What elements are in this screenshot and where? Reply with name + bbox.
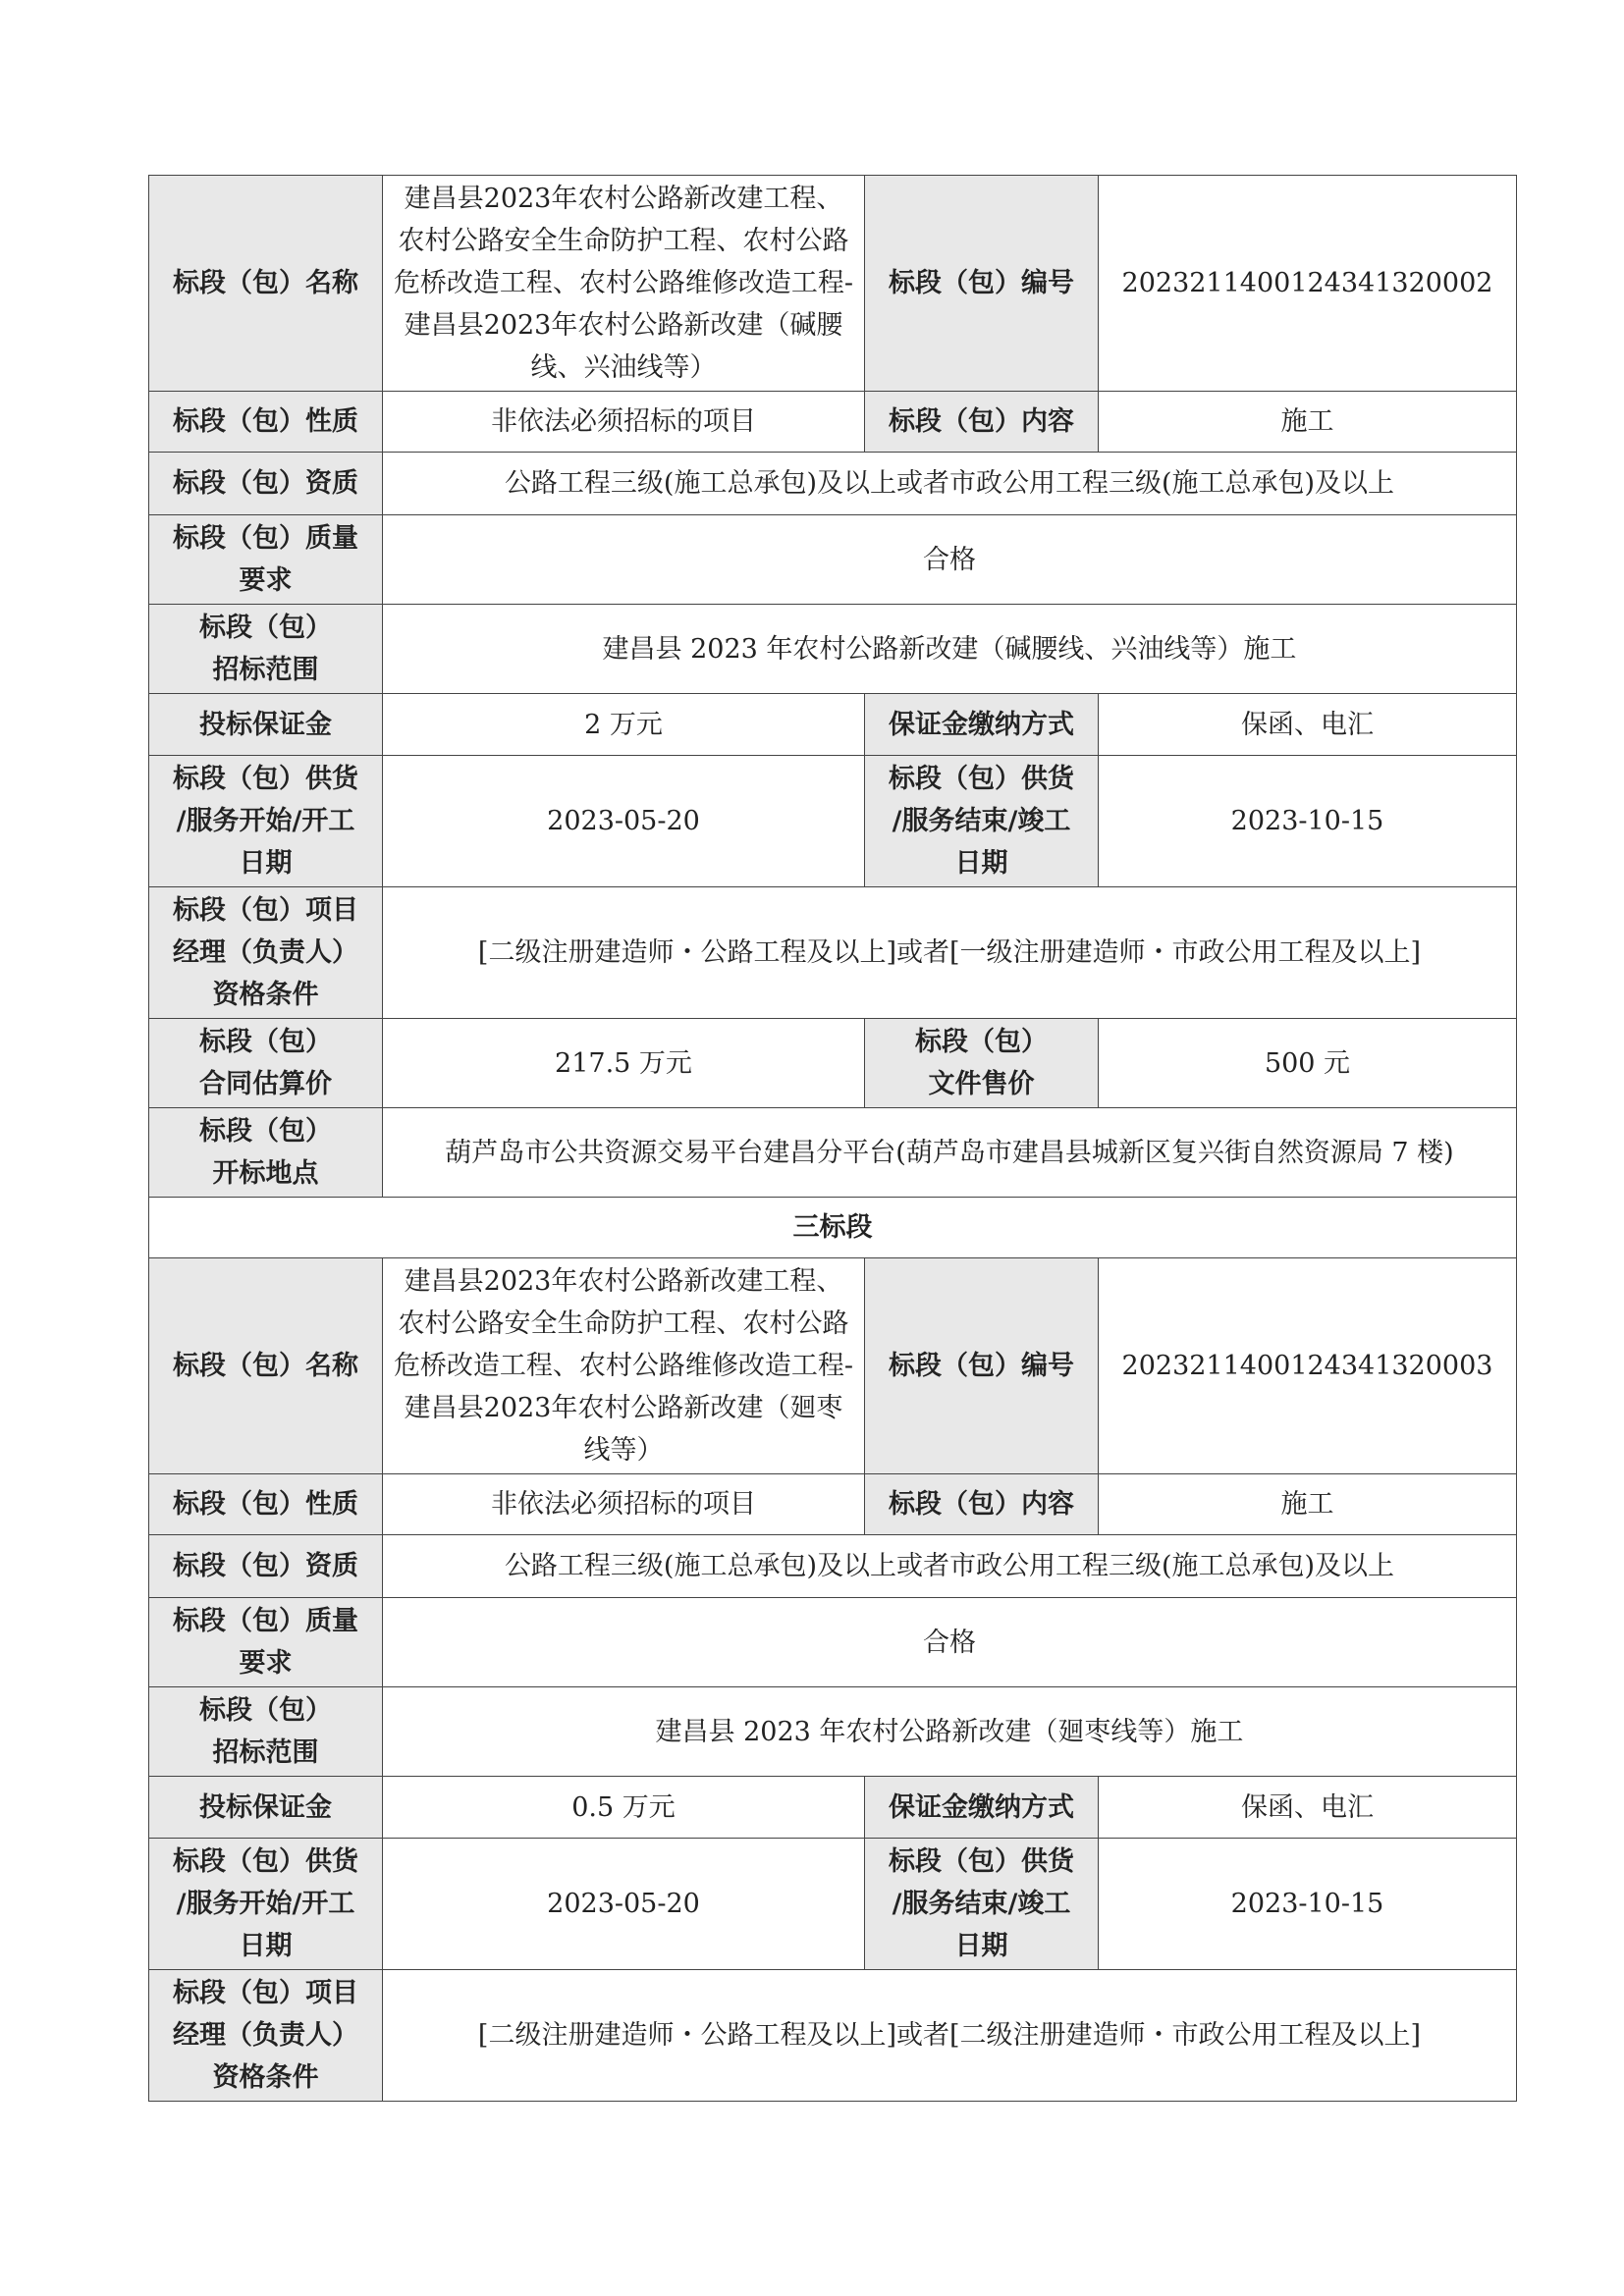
tender-sections-table [148,175,1517,2102]
section-nature-label: 标段（包）性质 [149,1474,383,1535]
start-date-value: 2023-05-20 [383,756,865,887]
table-row [149,694,1517,756]
section-content-label: 标段（包）内容 [865,392,1099,453]
table-row [149,1019,1517,1108]
table-row [149,1839,1517,1970]
contract-price-label: 标段（包） 合同估算价 [149,1019,383,1108]
section-qualification-label: 标段（包）资质 [149,453,383,515]
section-quality-label: 标段（包）质量 要求 [149,1598,383,1687]
section-quality-value: 合格 [383,515,1517,605]
contract-price-value: 217.5 万元 [383,1019,865,1108]
document-price-value: 500 元 [1099,1019,1517,1108]
section-content-value: 施工 [1099,392,1517,453]
section-scope-label: 标段（包） 招标范围 [149,605,383,694]
bid-deposit-value: 2 万元 [383,694,865,756]
section-name-label: 标段（包）名称 [149,176,383,392]
project-manager-label: 标段（包）项目 经理（负责人） 资格条件 [149,887,383,1019]
table-row [149,515,1517,605]
section-code-value: 2023211400124341320003 [1099,1258,1517,1474]
table-row [149,1258,1517,1474]
section-code-label: 标段（包）编号 [865,176,1099,392]
section-content-label: 标段（包）内容 [865,1474,1099,1535]
end-date-value: 2023-10-15 [1099,1839,1517,1970]
section-content-value: 施工 [1099,1474,1517,1535]
table-row [149,1474,1517,1535]
section-name-value: 建昌县2023年农村公路新改建工程、农村公路安全生命防护工程、农村公路危桥改造工程、农村公路维修改造工程-建昌县2023年农村公路新改建（廻枣线等） [383,1258,865,1474]
section-nature-label: 标段（包）性质 [149,392,383,453]
bid-deposit-value: 0.5 万元 [383,1777,865,1839]
project-manager-value: [二级注册建造师・公路工程及以上]或者[二级注册建造师・市政公用工程及以上] [383,1970,1517,2102]
table-row [149,1535,1517,1598]
section-code-value: 2023211400124341320002 [1099,176,1517,392]
table-row [149,756,1517,887]
document-price-label: 标段（包） 文件售价 [865,1019,1099,1108]
end-date-label: 标段（包）供货 /服务结束/竣工 日期 [865,756,1099,887]
bid-deposit-label: 投标保证金 [149,694,383,756]
start-date-label: 标段（包）供货 /服务开始/开工 日期 [149,1839,383,1970]
section-nature-value: 非依法必须招标的项目 [383,1474,865,1535]
end-date-value: 2023-10-15 [1099,756,1517,887]
table-row [149,1970,1517,2102]
section-qualification-value: 公路工程三级(施工总承包)及以上或者市政公用工程三级(施工总承包)及以上 [383,453,1517,515]
section-three-title: 三标段 [149,1198,1517,1258]
section-qualification-label: 标段（包）资质 [149,1535,383,1598]
section-qualification-value: 公路工程三级(施工总承包)及以上或者市政公用工程三级(施工总承包)及以上 [383,1535,1517,1598]
table-row [149,1198,1517,1258]
table-row [149,392,1517,453]
table-row [149,1777,1517,1839]
project-manager-label: 标段（包）项目 经理（负责人） 资格条件 [149,1970,383,2102]
table-row [149,887,1517,1019]
section-name-label: 标段（包）名称 [149,1258,383,1474]
deposit-payment-label: 保证金缴纳方式 [865,694,1099,756]
section-name-value: 建昌县2023年农村公路新改建工程、农村公路安全生命防护工程、农村公路危桥改造工程、农村公路维修改造工程-建昌县2023年农村公路新改建（碱腰线、兴油线等） [383,176,865,392]
section-scope-value: 建昌县 2023 年农村公路新改建（廻枣线等）施工 [383,1687,1517,1777]
section-nature-value: 非依法必须招标的项目 [383,392,865,453]
deposit-payment-label: 保证金缴纳方式 [865,1777,1099,1839]
start-date-label: 标段（包）供货 /服务开始/开工 日期 [149,756,383,887]
table-row [149,605,1517,694]
start-date-value: 2023-05-20 [383,1839,865,1970]
bid-opening-place-label: 标段（包） 开标地点 [149,1108,383,1198]
table-row [149,176,1517,392]
deposit-payment-value: 保函、电汇 [1099,1777,1517,1839]
deposit-payment-value: 保函、电汇 [1099,694,1517,756]
bid-deposit-label: 投标保证金 [149,1777,383,1839]
section-scope-value: 建昌县 2023 年农村公路新改建（碱腰线、兴油线等）施工 [383,605,1517,694]
table-row [149,453,1517,515]
table-row [149,1598,1517,1687]
section-quality-value: 合格 [383,1598,1517,1687]
bid-opening-place-value: 葫芦岛市公共资源交易平台建昌分平台(葫芦岛市建昌县城新区复兴街自然资源局 7 楼) [383,1108,1517,1198]
table-row [149,1108,1517,1198]
section-scope-label: 标段（包） 招标范围 [149,1687,383,1777]
section-quality-label: 标段（包）质量 要求 [149,515,383,605]
table-row [149,1687,1517,1777]
end-date-label: 标段（包）供货 /服务结束/竣工 日期 [865,1839,1099,1970]
section-code-label: 标段（包）编号 [865,1258,1099,1474]
project-manager-value: [二级注册建造师・公路工程及以上]或者[一级注册建造师・市政公用工程及以上] [383,887,1517,1019]
